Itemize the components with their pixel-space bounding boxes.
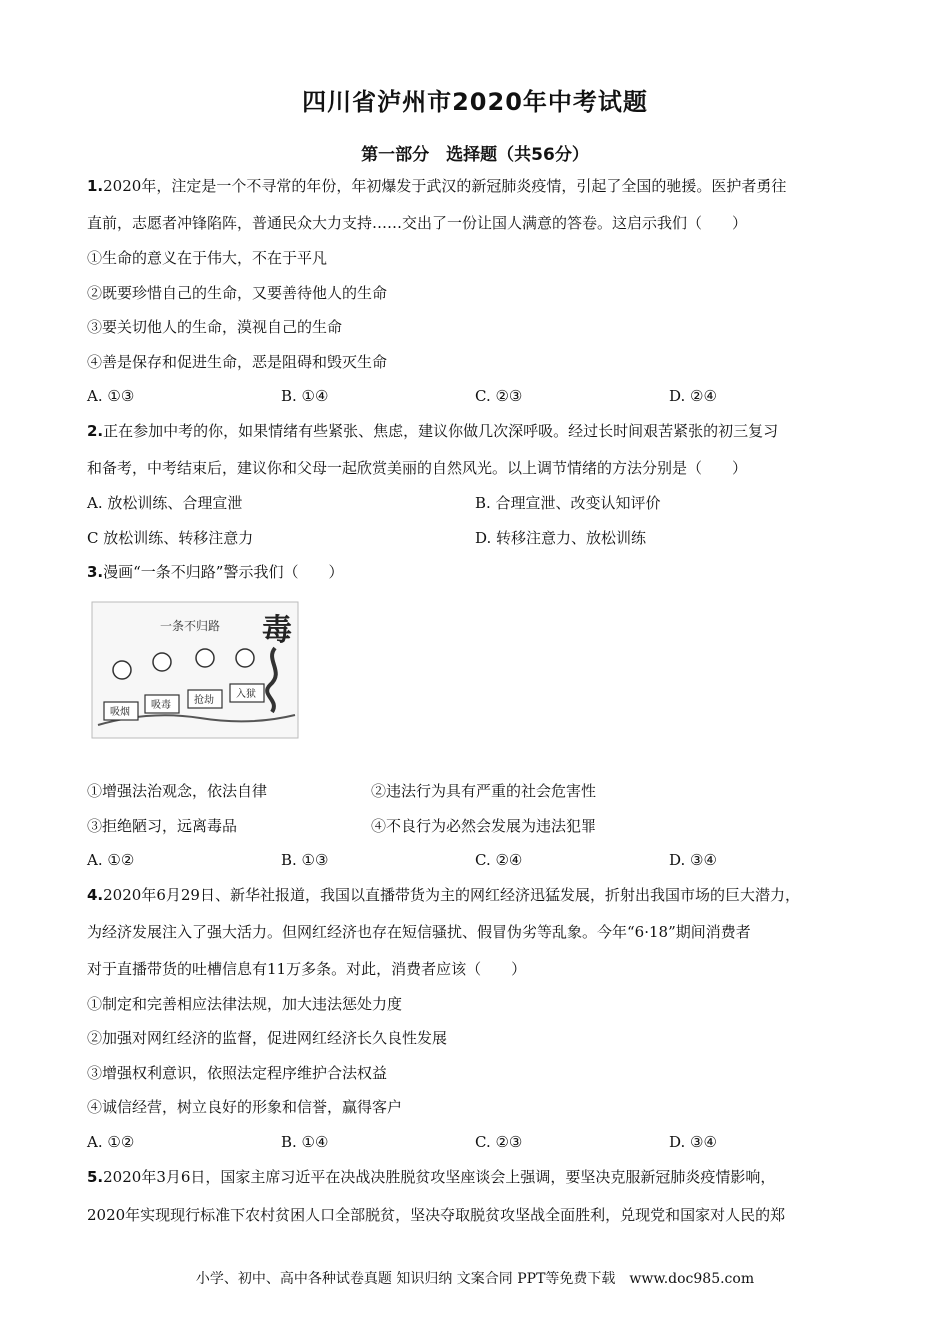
q1-statement-1: ①生命的意义在于伟大，不在于平凡 xyxy=(87,249,328,267)
cartoon-image xyxy=(90,600,300,740)
page-footer: 小学、初中、高中各种试卷真题 知识归纳 文案合同 PPT等免费下载 www.doc985.com xyxy=(195,1271,755,1287)
q1-statement-4: ④善是保存和促进生命，恶是阻碍和毁灭生命 xyxy=(87,353,388,371)
q4-statement-4: ④诚信经营，树立良好的形象和信誉，赢得客户 xyxy=(87,1098,403,1116)
question-2-stem xyxy=(87,421,778,441)
question-number: 5. xyxy=(87,1168,104,1186)
question-1-stem xyxy=(87,176,786,196)
question-4-stem-cont-2: 对于直播带货的吐槽信息有11万多条。对此，消费者应该（ ） xyxy=(87,960,527,978)
q1-option-d: D. ②④ xyxy=(669,387,717,405)
cartoon-caption: 一条不归路 xyxy=(160,619,221,633)
sign-3: 抢劫 xyxy=(194,695,214,706)
q1-option-a: A. ①③ xyxy=(87,387,135,405)
question-4-stem-cont: 为经济发展注入了强大活力。但网红经济也存在短信骚扰、假冒伪劣等乱象。今年“6·18”期间消费者 xyxy=(87,923,751,941)
q1-option-c: C. ②③ xyxy=(475,387,523,405)
question-text: 漫画“一条不归路”警示我们（ ） xyxy=(103,563,344,581)
q4-statement-2: ②加强对网红经济的监督，促进网红经济长久良性发展 xyxy=(87,1029,448,1047)
question-3-stem xyxy=(87,562,343,582)
q3-option-a: A. ①② xyxy=(87,851,135,869)
q4-statement-3: ③增强权利意识，依照法定程序维护合法权益 xyxy=(87,1064,388,1082)
question-4-stem xyxy=(87,885,800,905)
q3-statement-4: ④不良行为必然会发展为违法犯罪 xyxy=(371,817,597,835)
sign-2: 吸毒 xyxy=(151,700,171,711)
question-number: 3. xyxy=(87,563,104,581)
q3-option-b: B. ①③ xyxy=(281,851,329,869)
q1-statement-2: ②既要珍惜自己的生命，又要善待他人的生命 xyxy=(87,284,388,302)
question-text: 2020年6月29日、新华社报道，我国以直播带货为主的网红经济迅猛发展，折射出我国市场的巨大潜力， xyxy=(103,886,800,904)
question-text: 2020年3月6日，国家主席习近平在决战决胜脱贫攻坚座谈会上强调，要坚决克服新冠肺炎疫情影响， xyxy=(103,1168,776,1186)
q4-option-c: C. ②③ xyxy=(475,1133,523,1151)
q2-option-b: B. 合理宣泄、改变认知评价 xyxy=(475,494,661,512)
q2-option-c: C 放松训练、转移注意力 xyxy=(87,529,254,547)
q4-option-d: D. ③④ xyxy=(669,1133,717,1151)
question-text: 2020年，注定是一个不寻常的年份，年初爆发于武汉的新冠肺炎疫情，引起了全国的驰援。医护者勇往 xyxy=(103,177,787,195)
question-number: 2. xyxy=(87,422,104,440)
section-heading: 第一部分 选择题（共56分） xyxy=(361,145,589,165)
sign-4: 入狱 xyxy=(236,689,256,700)
question-5-stem-cont: 2020年实现现行标准下农村贫困人口全部脱贫，坚决夺取脱贫攻坚战全面胜利，兑现党和国家对人民的郑 xyxy=(87,1206,786,1224)
question-text: 正在参加中考的你，如果情绪有些紧张、焦虑，建议你做几次深呼吸。经过长时间艰苦紧张的初三复习 xyxy=(103,422,779,440)
q1-option-b: B. ①④ xyxy=(281,387,329,405)
q3-option-c: C. ②④ xyxy=(475,851,523,869)
q4-statement-1: ①制定和完善相应法律法规，加大违法惩处力度 xyxy=(87,995,403,1013)
q3-option-d: D. ③④ xyxy=(669,851,717,869)
sign-1: 吸烟 xyxy=(110,707,130,718)
page-title: 四川省泸州市2020年中考试题 xyxy=(302,88,648,116)
question-number: 1. xyxy=(87,177,104,195)
q3-statement-3: ③拒绝陋习，远离毒品 xyxy=(87,817,238,835)
q2-option-a: A. 放松训练、合理宣泄 xyxy=(87,494,243,512)
q4-option-b: B. ①④ xyxy=(281,1133,329,1151)
q3-statement-1: ①增强法治观念，依法自律 xyxy=(87,782,268,800)
q4-option-a: A. ①② xyxy=(87,1133,135,1151)
question-number: 4. xyxy=(87,886,104,904)
q1-statement-3: ③要关切他人的生命，漠视自己的生命 xyxy=(87,318,343,336)
question-2-stem-cont: 和备考，中考结束后，建议你和父母一起欣赏美丽的自然风光。以上调节情绪的方法分别是（ ） xyxy=(87,459,748,477)
q3-statement-2: ②违法行为具有严重的社会危害性 xyxy=(371,782,597,800)
question-5-stem xyxy=(87,1167,775,1187)
q2-option-d: D. 转移注意力、放松训练 xyxy=(475,529,647,547)
question-1-stem-cont: 直前，志愿者冲锋陷阵，普通民众大力支持……交出了一份让国人满意的答卷。这启示我们（ ） xyxy=(87,214,748,232)
drug-character: 毒 xyxy=(262,613,292,648)
